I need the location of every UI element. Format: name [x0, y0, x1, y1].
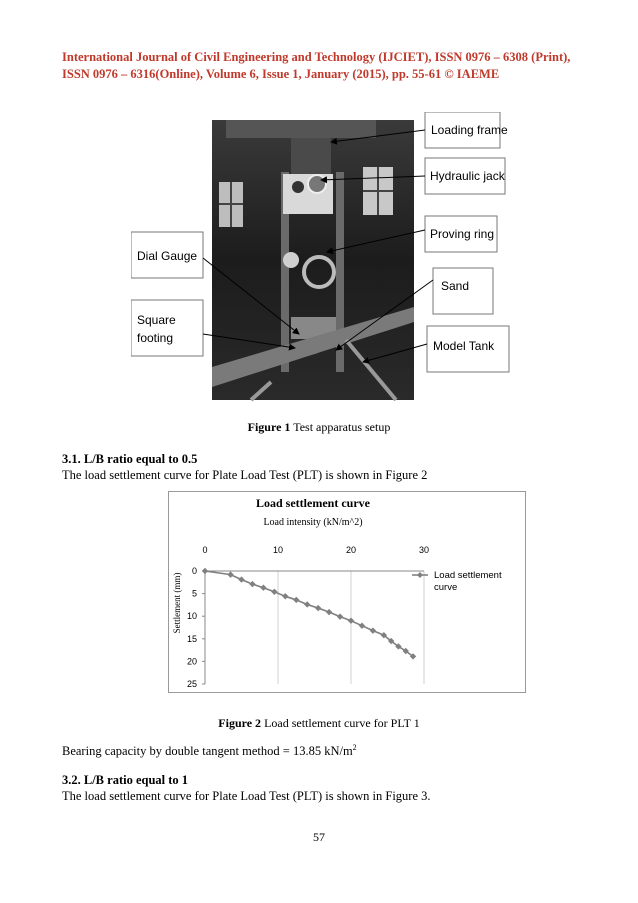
svg-text:Dial Gauge: Dial Gauge [137, 249, 198, 263]
bearing-capacity-text [62, 743, 357, 759]
figure-1-label: Figure 1 [247, 420, 291, 434]
label-sand [433, 268, 493, 314]
svg-text:Sand: Sand [441, 279, 470, 293]
bearing-capacity-unit-exponent: 2 [352, 743, 357, 752]
svg-text:Model Tank: Model Tank [433, 339, 495, 353]
label-loading-frame [425, 112, 508, 148]
label-model-tank [427, 326, 509, 372]
label-square-footing [131, 300, 203, 356]
figure-2-caption [0, 716, 638, 731]
label-hydraulic-jack [425, 158, 506, 194]
section-3-1-heading: 3.1. L/B ratio equal to 0.5 [62, 452, 198, 466]
x-axis-label: Load intensity (kN/m^2) [263, 517, 363, 528]
y-tick-label: 5 [191, 588, 197, 599]
y-tick-label: 20 [186, 656, 197, 667]
journal-header-line2: ISSN 0976 – 6316(Online), Volume 6, Issue 1, January (2015), pp. 55-61 © IAEME [62, 67, 500, 81]
journal-header-line1: International Journal of Civil Engineering and Technology (IJCIET), ISSN 0976 – 6308 (Print), [62, 50, 571, 64]
svg-text:Loading frame: Loading frame [431, 123, 508, 137]
label-proving-ring [425, 216, 497, 252]
section-3-1-text: The load settlement curve for Plate Load Test (PLT) is shown in Figure 2 [62, 468, 428, 482]
y-tick-label: 15 [186, 633, 197, 644]
section-3-2-heading: 3.2. L/B ratio equal to 1 [62, 773, 189, 787]
chart-title: Load settlement curve [256, 496, 370, 510]
svg-text:footing: footing [137, 331, 174, 345]
y-axis-label: Settlement (mm) [172, 572, 182, 634]
journal-header [62, 49, 582, 83]
legend-label: Load settlement [434, 570, 502, 581]
figure-2-text: Load settlement curve for PLT 1 [261, 716, 420, 730]
svg-text:Square: Square [137, 313, 176, 327]
x-tick-label: 10 [272, 545, 284, 555]
figure-1-text: Test apparatus setup [290, 420, 391, 434]
bearing-capacity-value: Bearing capacity by double tangent method = 13.85 kN/m [62, 744, 353, 759]
figure-1-caption [0, 420, 638, 435]
x-tick-label: 0 [202, 545, 208, 555]
svg-text:Proving ring: Proving ring [430, 227, 495, 241]
test-apparatus-figure [131, 112, 511, 408]
label-dial-gauge [131, 232, 203, 278]
y-tick-label: 25 [186, 679, 197, 689]
y-tick-label: 10 [186, 611, 197, 622]
apparatus-photo [212, 120, 414, 400]
page-number: 57 [313, 830, 325, 844]
figure-2-label: Figure 2 [218, 716, 262, 730]
x-tick-label: 20 [345, 545, 357, 555]
svg-text:Hydraulic jack: Hydraulic jack [430, 169, 505, 183]
legend-label: curve [434, 582, 458, 593]
load-settlement-chart [168, 491, 526, 693]
y-tick-label: 0 [191, 566, 197, 576]
section-3-2-text: The load settlement curve for Plate Load Test (PLT) is shown in Figure 3. [62, 789, 431, 803]
x-tick-label: 30 [418, 545, 430, 555]
